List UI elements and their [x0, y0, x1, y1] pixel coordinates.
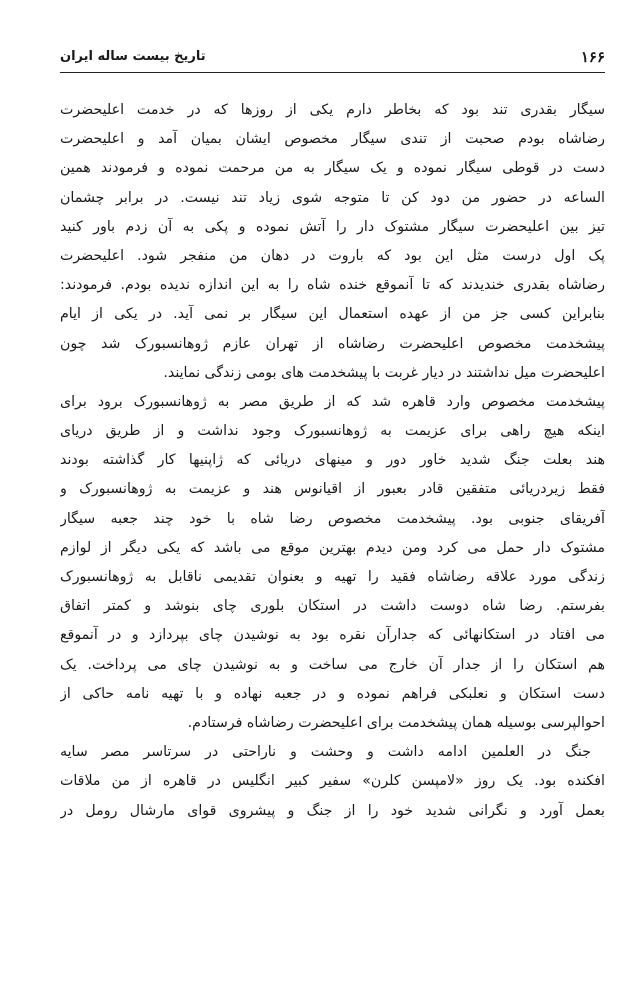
body-text [60, 96, 605, 826]
text-line: زندگی مورد علاقه رضاشاه فقید را تهیه و بعنوان تقدیمی ناقابل به ژوهانسبورک [60, 569, 605, 585]
text-line: بعمل آورد و نگرانی شدید خود را از جنگ و پیشروی قوای مارشال رومل در [60, 802, 605, 819]
text-line: هند بعلت جنگ شدید خاور دور و مینهای دریائی که ژاپنیها کار گذاشته بودند [60, 452, 605, 469]
text-line: پیشخدمت مخصوص اعلیحضرت رضاشاه از تهران عازم ژوهانسبورک شد چون [60, 335, 605, 352]
page-number: ۱۶۶ [580, 48, 605, 66]
text-line: مشتوک دار حمل می کرد ومن دیدم بهترین موقع می باشد که یکی دیگر از لوازم [60, 539, 605, 556]
text-line: اعلیحضرت میل نداشتند در دیار غربت با پیشخدمت های بومی زندگی نمایند. [163, 364, 605, 381]
text-line: فقط زیردریائی متفقین قادر بعبور از اقیانوس هند و عزیمت به ژوهانسبورک و [60, 481, 605, 498]
text-line: سیگار بقدری تند بود که بخاطر دارم یکی از روزها که در خدمت اعلیحضرت [60, 102, 605, 118]
running-title: تاریخ بیست ساله ایران [60, 49, 206, 64]
page-header [60, 46, 605, 72]
text-line: آفریقای جنوبی بود. پیشخدمت مخصوص رضا شاه با خود چند جعبه سیگار [60, 510, 605, 527]
text-line: پک اول درست مثل این بود که باروت در دهان من منفجر شود. اعلیحضرت [60, 247, 605, 264]
text-line: دست استکان و نعلبکی فراهم نموده و در جعبه نهاده و با تهیه نامه حاکی از [60, 685, 605, 702]
text-line: رضاشاه بودم صحبت از تندی سیگار مخصوص ایشان بمیان آمد و اعلیحضرت [60, 131, 605, 148]
header-divider [60, 72, 605, 73]
text-line: الساعه در حضور من دود کن تا متوجه شوی زیاد تند نیست. در برابر چشمان [60, 189, 605, 206]
text-line: بفرستم. رضا شاه دوست داشت در استکان بلوری چای بنوشد و کمتر اتفاق [60, 598, 605, 615]
text-line: اینکه هیچ راهی برای عزیمت به ژوهانسبورک وجود نداشت و از طریق دریای [60, 423, 605, 440]
text-line: پیشخدمت مخصوص وارد قاهره شد که از طریق مصر به ژوهانسبورک برود برای [60, 393, 605, 410]
text-line: تیز بین اعلیحضرت سیگار مشتوک دار را آتش نموده و پکی به آن زدم باور کنید [60, 218, 605, 235]
text-line: بنابراین کسی جز من از عهده استعمال این سیگار بر نمی آید. در یکی از ایام [60, 306, 605, 323]
text-line: جنگ در العلمین ادامه داشت و وحشت و ناراحتی در سرتاسر مصر سایه [60, 744, 591, 761]
text-line: افکنده بود. یک روز «لامپسن کلرن» سفیر کبیر انگلیس در قاهره از من ملاقات [60, 773, 605, 790]
text-line: احوالپرسی بوسیله همان پیشخدمت برای اعلیحضرت رضاشاه فرستادم. [187, 714, 605, 731]
text-line: هم استکان را از جدار آن خارج می ساخت و به نوشیدن چای می پرداخت. یک [60, 656, 605, 673]
text-line: دست در قوطی سیگار نموده و یک سیگار به من مرحمت نموده و فرمودند همین [60, 160, 605, 177]
text-line: می افتاد در استکانهائی که جدارآن نقره بود به نوشیدن چای بپردازد و در آنموقع [60, 627, 605, 644]
text-line: رضاشاه بقدری خندیدند که تا آنموقع خنده شاه را به این اندازه ندیده بودم. فرمودند: [60, 277, 605, 294]
